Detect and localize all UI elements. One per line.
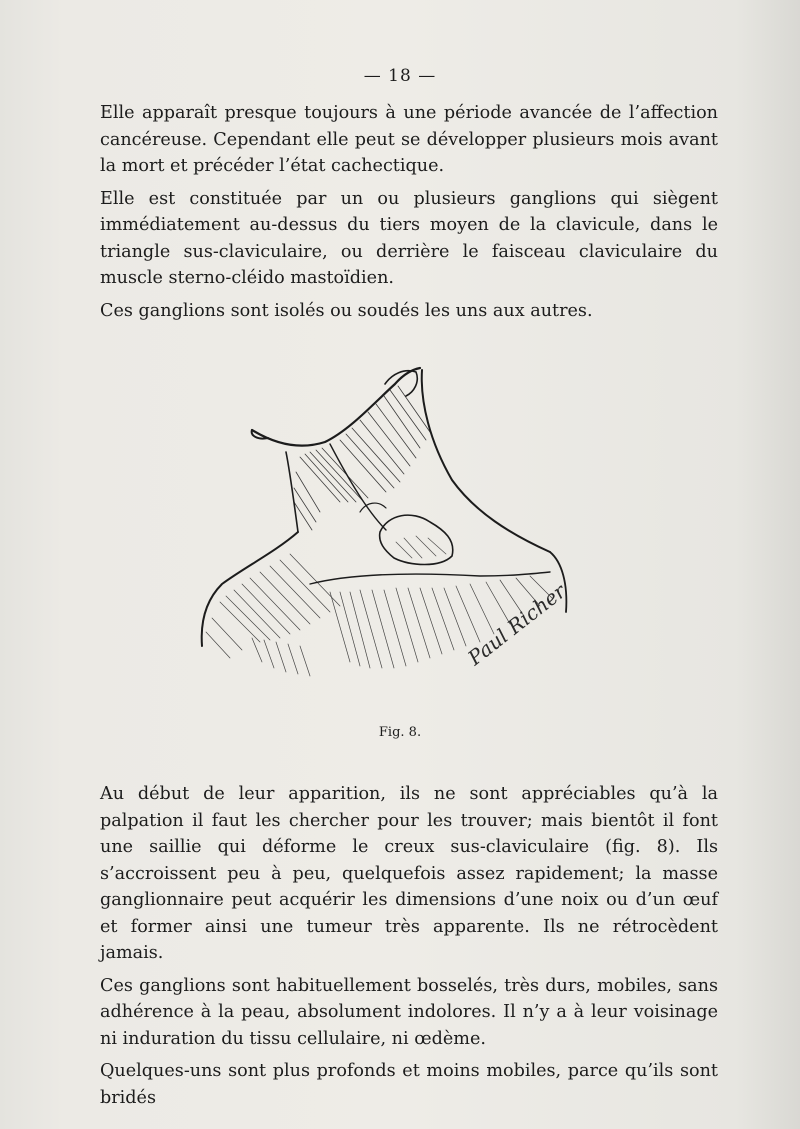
neck-illustration xyxy=(190,362,570,702)
text-block-bottom xyxy=(100,781,718,1111)
paragraph: Ces ganglions sont habituellement bosselés, très durs, mobiles, sans adhérence à la peau, absolument indolores. Il n’y a à leur voisinage ni induration du tissu cellulaire, ni œdème. xyxy=(100,975,718,1049)
paragraph: Elle apparaît presque toujours à une période avancée de l’affection cancéreuse. Cependant elle peut se développer plusieurs mois avant la mort et précéder l’état cachectique. xyxy=(100,103,718,176)
paragraph: Ces ganglions sont isolés ou soudés les uns aux autres. xyxy=(100,300,593,321)
text-block-top xyxy=(100,100,718,324)
paragraph: Au début de leur apparition, ils ne sont appréciables qu’à la palpation il faut les chercher pour les trouver; mais bientôt il font une saillie qui déforme le creux sus-claviculaire (fig. 8). Ils s’accroissent peu à peu, quelquefois assez rapidement; la masse ganglionnaire peut acquérir les dimensions d’une noix ou d’un œuf et former ainsi une tumeur très apparente. Ils ne rétrocèdent jamais. xyxy=(100,784,718,963)
paragraph: Elle est constituée par un ou plusieurs ganglions qui siègent immédiatement au-dessus du tiers moyen de la clavicule, dans le triangle sus-claviculaire, ou derrière le faisceau claviculaire du muscle sterno-cléido mastoïdien. xyxy=(100,188,718,288)
figure-caption: Fig. 8. xyxy=(378,725,422,740)
paragraph: Quelques-uns sont plus profonds et moins mobiles, parce qu’ils sont bridés xyxy=(100,1061,718,1108)
page-number: — 18 — xyxy=(363,66,437,86)
artist-signature: Paul Richer xyxy=(463,579,571,670)
